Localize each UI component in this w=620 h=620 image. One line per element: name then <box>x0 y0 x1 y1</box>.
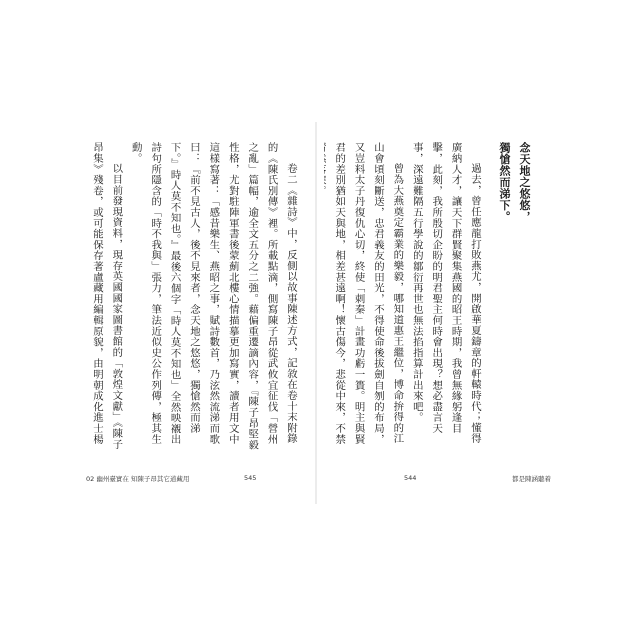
page-number-right: 544 <box>404 474 417 482</box>
running-footer-right: 都是陳涵聽着 <box>512 475 551 483</box>
intro-paragraph: 過去，曾任應龍打敗燕尤，開啟華夏鑄章的軒轅時代；懂得廣納人才，讓天下群賢聚集燕國的昭王時期，我曾無緣躬逢目擊，此刻，我所殷切企盼的明君聖主何時會出現？想必盡言天事，深遠難隔五行學說的鄒衍再世也無法掐指算計出來吧。 <box>410 142 481 444</box>
poem-line-2: 獨愴然而涕下。 <box>498 142 511 223</box>
body-paragraph: 卷二《雜詩》中，反側以故事陳述方式，記敘在卷十末附錄的《陳氏別傳》裡。所載點滴，側寫陳子昂從武攸宜征伐「營州之亂」篇幅，逾全文五分之二強。藉偏重遷謫內容，『陳子昂堅毅性格，尤對駐陣軍書後蒙薊北樓心情描摹更加寫實，讀者用文中這樣寫著：「感昔樂生、燕昭之事，賦詩數首，乃泫然流涕而歌曰：『前不見古人，後不見來者，念天地之悠悠，獨愴然而涕下。』時人莫不知也。』最後六個字「時人莫不知也」全然映襯出詩句所隱含的「時不我與」張力，筆法近似史公作列傳，極其生動。 <box>129 142 297 450</box>
intro-paragraph: 曾為大燕奠定霸業的樂毅，哪知道惠王繼位，博命拚得的江山會頃刻斷送，忠君義友的田光，不得使命後拔劍自刎的布局，又豈料太子丹復仇心切，終使「刺秦」計畫功虧一簣。明主與賢君的差別猶如天與地，相差甚遠啊！懷古傷今，悲從中來，不禁 <box>333 142 404 445</box>
left-page-body <box>88 142 300 454</box>
book-spread <box>80 122 552 504</box>
running-footer-left: 02 幽州臺實在 知陳子昂其它道藏用 <box>86 475 190 483</box>
right-page <box>316 122 552 504</box>
poem-couplet <box>490 142 534 462</box>
body-paragraph: 以目前發現資料，現存英國國家圖書館的「敦煌文獻」《陳子昂集》殘卷，或可能保存著盧藏用編輯原貌，由明朝成化進士楊 <box>90 142 123 450</box>
right-page-text <box>324 142 484 454</box>
poem-line-1: 念天地之悠悠， <box>518 142 531 223</box>
page-number-left: 545 <box>244 474 257 482</box>
left-page <box>80 122 316 504</box>
